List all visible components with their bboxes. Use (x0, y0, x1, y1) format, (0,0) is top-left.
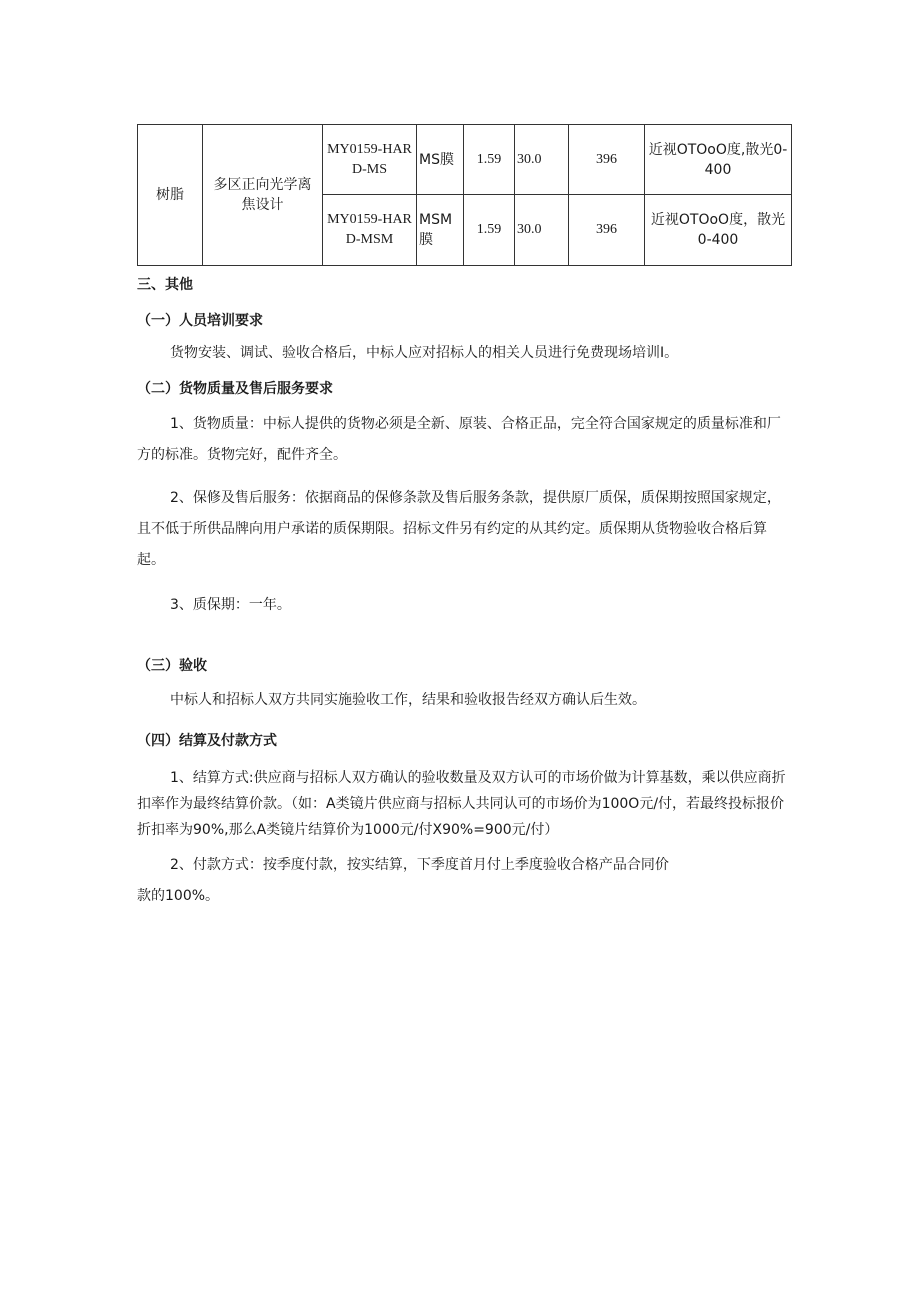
paragraph: 2、保修及售后服务：依据商品的保修条款及售后服务条款，提供原厂质保，质保期按照国家规定，且不低于所供品牌向用户承诺的质保期限。招标文件另有约定的从其约定。质保期从货物验收合格后算起。 (137, 490, 781, 568)
design-cell: 多区正向光学离焦设计 (203, 125, 323, 266)
section-heading: 三、其他 (137, 277, 193, 293)
paragraph: 中标人和招标人双方共同实施验收工作，结果和验收报告经双方确认后生效。 (170, 692, 646, 708)
subsection-heading: （四）结算及付款方式 (137, 733, 277, 749)
price-cell: 396 (569, 195, 645, 266)
index-cell: 1.59 (464, 195, 515, 266)
lens-spec-table (137, 124, 792, 266)
range-cell: 近视OTOoO度,散光0-400 (645, 125, 792, 195)
diameter-cell: 30.0 (515, 195, 569, 266)
subsection-heading: （三）验收 (137, 658, 207, 674)
subsection-heading: （二）货物质量及售后服务要求 (137, 381, 333, 397)
price-cell: 396 (569, 125, 645, 195)
index-cell: 1.59 (464, 125, 515, 195)
coating-cell: MS膜 (417, 125, 464, 195)
paragraph: 3、质保期：一年。 (170, 597, 291, 613)
subsection-heading: （一）人员培训要求 (137, 313, 263, 329)
diameter-cell: 30.0 (515, 125, 569, 195)
paragraph: 2、付款方式：按季度付款，按实结算，下季度首月付上季度验收合格产品合同价 (170, 857, 669, 873)
paragraph: 货物安装、调试、验收合格后，中标人应对招标人的相关人员进行免费现场培训I。 (170, 345, 679, 361)
paragraph-continuation: 款的100%。 (137, 888, 220, 904)
table-row (138, 125, 792, 195)
coating-cell: MSM膜 (417, 195, 464, 266)
model-cell: MY0159-HARD-MS (323, 125, 417, 195)
material-cell: 树脂 (138, 125, 203, 266)
paragraph: 1、结算方式:供应商与招标人双方确认的验收数量及双方认可的市场价做为计算基数，乘以供应商折扣率作为最终结算价款。（如：A类镜片供应商与招标人共同认可的市场价为100O元/付，若最终投标报价折扣率为90%,那么A类镜片结算价为1000元/付X90%=900元/付） (137, 770, 786, 838)
paragraph: 1、货物质量：中标人提供的货物必须是全新、原装、合格正品，完全符合国家规定的质量标准和厂方的标准。货物完好，配件齐全。 (137, 416, 781, 463)
model-cell: MY0159-HARD-MSM (323, 195, 417, 266)
range-cell: 近视OTOoO度，散光0-400 (645, 195, 792, 266)
